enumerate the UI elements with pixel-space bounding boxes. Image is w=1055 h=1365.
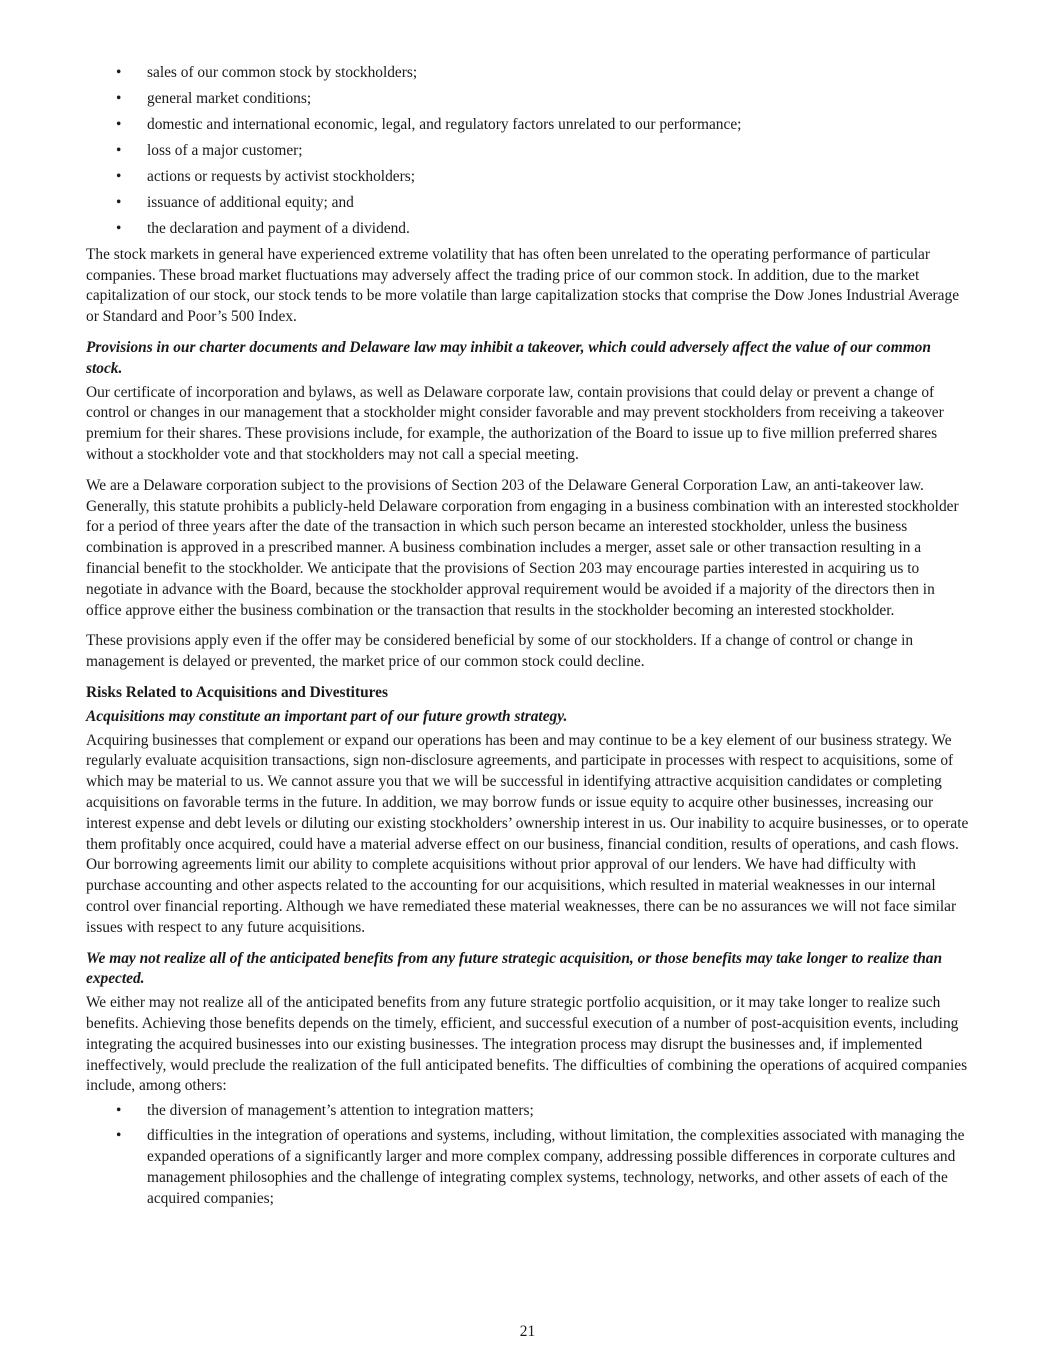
list-item: [86, 1101, 970, 1122]
list-item-text: the declaration and payment of a dividend.: [147, 219, 410, 237]
list-item-text: issuance of additional equity; and: [147, 193, 354, 211]
paragraph-provisions-apply: These provisions apply even if the offer may be considered beneficial by some of our stockholders. If a change of control or change in management is delayed or prevented, the market price of our common stock could decline.: [86, 632, 914, 671]
bullet-icon: •: [116, 115, 122, 133]
list-item: [86, 193, 970, 214]
paragraph-benefits: We either may not realize all of the anticipated benefits from any future strategic portfolio acquisition, or it may take longer to realize such benefits. Achieving those benefits depends on the timely, efficient, and successful execution of a number of post-acquisition events, including integrating the acquired businesses into our existing businesses. The integration process may disrupt the businesses and, if implemented ineffectively, would preclude the realization of the full anticipated benefits. The difficulties of combining the operations of acquired companies include, among others:: [86, 994, 968, 1095]
document-page: [86, 63, 970, 1214]
list-item-text: actions or requests by activist stockholders;: [147, 167, 415, 185]
bullet-icon: •: [116, 1102, 122, 1120]
list-item-text: domestic and international economic, legal, and regulatory factors unrelated to our performance;: [147, 115, 742, 133]
bullet-list-price-factors: [86, 63, 970, 240]
bullet-icon: •: [116, 167, 122, 185]
heading-anticipated-benefits: We may not realize all of the anticipated benefits from any future strategic acquisition, or those benefits may take longer to realize than expected.: [86, 949, 943, 988]
paragraph-section-203: We are a Delaware corporation subject to the provisions of Section 203 of the Delaware General Corporation Law, an anti-takeover law. Generally, this statute prohibits a publicly-held Delaware corporation from engaging in a business combination with an interested stockholder for a period of three years after the date of the transaction in which such person became an interested stockholder, unless the business combination is approved in a prescribed manner. A business combination includes a merger, asset sale or other transaction resulting in a financial benefit to the stockholder. We anticipate that the provisions of Section 203 may encourage parties interested in acquiring us to negotiate in advance with the Board, because the stockholder approval requirement would be avoided if a majority of the directors then in office approve either the business combination or the transaction that results in the stockholder becoming an interested stockholder.: [86, 476, 959, 619]
list-item: [86, 115, 970, 136]
list-item-text: sales of our common stock by stockholders;: [147, 64, 418, 81]
bullet-list-integration-difficulties: [86, 1101, 970, 1209]
page-number: 21: [519, 1323, 536, 1340]
bullet-icon: •: [116, 1127, 122, 1145]
list-item: [86, 141, 970, 162]
heading-provisions: Provisions in our charter documents and Delaware law may inhibit a takeover, which could adversely affect the value of our common stock.: [86, 339, 931, 377]
paragraph-acquiring: Acquiring businesses that complement or expand our operations has been and may continue to be a key element of our business strategy. We regularly evaluate acquisition transactions, sign non-disclosure agreements, and participate in processes with respect to acquisitions, some of which may be material to us. We cannot assure you that we will be successful in identifying attractive acquisition candidates or completing acquisitions on favorable terms in the future. In addition, we may borrow funds or issue equity to acquire other businesses, increasing our interest expense and debt levels or diluting our existing stockholders’ ownership interest in us. Our inability to acquire businesses, or to operate them profitably once acquired, could have a material adverse effect on our business, financial condition, results of operations, and cash flows. Our borrowing agreements limit our ability to complete acquisitions without prior approval of our lenders. We have had difficulty with purchase accounting and other aspects related to the accounting for our acquisitions, which resulted in material weaknesses in our internal control over financial reporting. Although we have remediated these material weaknesses, there can be no assurances we will not face similar issues with respect to any future acquisitions.: [86, 731, 969, 936]
paragraph-volatility: The stock markets in general have experienced extreme volatility that has often been unrelated to the operating performance of particular companies. These broad market fluctuations may adversely affect the trading price of our common stock. In addition, due to the market capitalization of our stock, our stock tends to be more volatile than large capitalization stocks that comprise the Dow Jones Industrial Average or Standard and Poor’s 500 Index.: [86, 245, 960, 326]
list-item: [86, 63, 970, 84]
bullet-icon: •: [116, 64, 122, 81]
paragraph-certificate: Our certificate of incorporation and bylaws, as well as Delaware corporate law, contain provisions that could delay or prevent a change of control or changes in our management that a stockholder might consider favorable and may prevent stockholders from receiving a takeover premium for their shares. These provisions include, for example, the authorization of the Board to issue up to five million preferred shares without a stockholder vote and that stockholders may not call a special meeting.: [86, 383, 944, 464]
bullet-icon: •: [116, 141, 122, 159]
heading-acquisitions-strategy: Acquisitions may constitute an important part of our future growth strategy.: [86, 707, 568, 725]
list-item: [86, 1126, 970, 1209]
list-item-text: difficulties in the integration of operations and systems, including, without limitation, the complexities associated with managing the expanded operations of a significantly larger and more complex company, addressing possible differences in corporate cultures and management philosophies and the challenge of integrating complex systems, technology, networks, and other assets of each of the acquired companies;: [147, 1127, 965, 1207]
section-heading-acquisitions: Risks Related to Acquisitions and Divestitures: [86, 684, 389, 702]
bullet-icon: •: [116, 219, 122, 237]
list-item: [86, 167, 970, 188]
bullet-icon: •: [116, 89, 122, 107]
list-item: [86, 89, 970, 110]
bullet-icon: •: [116, 193, 122, 211]
list-item-text: the diversion of management’s attention to integration matters;: [147, 1102, 534, 1120]
list-item: [86, 219, 970, 240]
list-item-text: general market conditions;: [147, 89, 312, 107]
list-item-text: loss of a major customer;: [147, 141, 303, 159]
